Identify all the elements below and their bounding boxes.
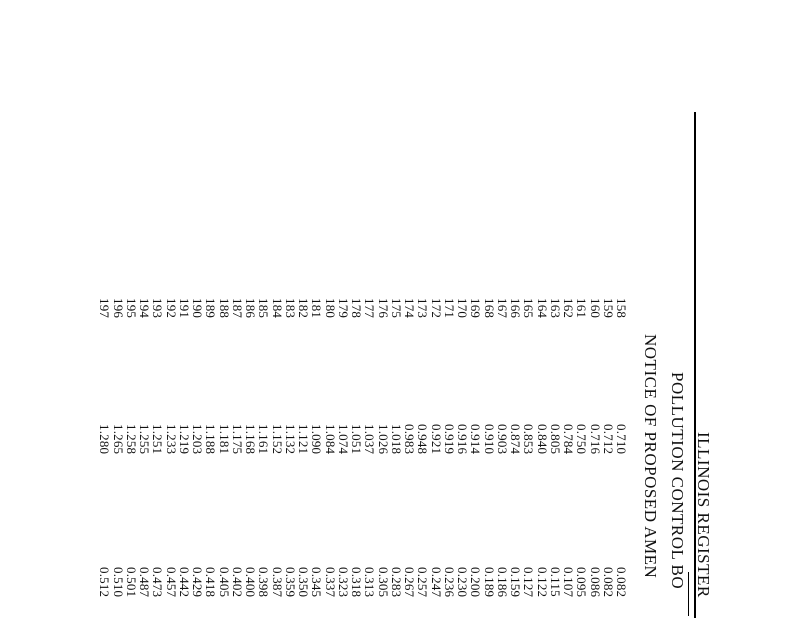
row-value-a: 1.280 bbox=[97, 424, 113, 455]
row-value-a: 1.181 bbox=[216, 424, 232, 455]
row-value-b: 0.487 bbox=[137, 567, 152, 598]
row-id: 173 bbox=[415, 298, 431, 319]
row-value-b: 0.418 bbox=[203, 567, 219, 598]
row-value-a: 1.121 bbox=[296, 424, 311, 455]
row-id: 166 bbox=[508, 298, 523, 319]
row-value-a: 0.948 bbox=[415, 424, 431, 455]
row-id: 197 bbox=[97, 298, 113, 319]
row-value-b: 0.512 bbox=[97, 567, 113, 598]
row-value-a: 0.914 bbox=[468, 424, 484, 455]
row-value-a: 1.175 bbox=[229, 424, 245, 455]
row-value-b: 0.402 bbox=[229, 567, 245, 598]
row-value-b: 0.095 bbox=[574, 567, 590, 598]
row-value-b: 0.189 bbox=[481, 567, 497, 598]
row-value-a: 0.716 bbox=[587, 424, 603, 455]
row-value-a: 0.921 bbox=[428, 424, 444, 455]
row-value-a: 1.074 bbox=[335, 424, 351, 455]
header-rule-short bbox=[688, 572, 689, 616]
row-id: 177 bbox=[362, 298, 378, 319]
row-value-b: 0.159 bbox=[508, 567, 523, 598]
row-value-b: 0.429 bbox=[190, 567, 205, 598]
row-value-b: 0.387 bbox=[269, 567, 285, 598]
notice-title: NOTICE OF PROPOSED AMEN bbox=[641, 334, 660, 579]
row-id: 165 bbox=[521, 298, 537, 319]
row-value-a: 1.233 bbox=[163, 424, 179, 455]
row-value-a: 1.037 bbox=[362, 424, 378, 455]
row-value-b: 0.442 bbox=[176, 567, 192, 598]
row-id: 176 bbox=[375, 298, 391, 319]
row-value-b: 0.405 bbox=[216, 567, 232, 598]
row-value-a: 1.188 bbox=[203, 424, 219, 455]
row-value-a: 1.161 bbox=[256, 424, 272, 455]
row-value-b: 0.283 bbox=[388, 567, 404, 598]
row-value-b: 0.313 bbox=[362, 567, 378, 598]
row-value-b: 0.122 bbox=[534, 567, 550, 598]
row-value-b: 0.510 bbox=[110, 567, 126, 598]
row-value-a: 0.840 bbox=[534, 424, 550, 455]
row-value-a: 0.910 bbox=[481, 424, 497, 455]
row-id: 187 bbox=[229, 298, 245, 319]
row-value-a: 1.258 bbox=[123, 424, 139, 455]
row-value-b: 0.200 bbox=[468, 567, 484, 598]
row-id: 180 bbox=[322, 298, 338, 319]
row-id: 196 bbox=[110, 298, 126, 319]
row-value-a: 1.152 bbox=[269, 424, 285, 455]
row-value-a: 1.255 bbox=[137, 424, 152, 455]
board-title: POLLUTION CONTROL BO bbox=[668, 372, 687, 590]
row-value-b: 0.086 bbox=[587, 567, 603, 598]
row-id: 175 bbox=[388, 298, 404, 319]
row-value-b: 0.337 bbox=[322, 567, 338, 598]
row-id: 167 bbox=[494, 298, 510, 319]
row-value-b: 0.127 bbox=[521, 567, 537, 598]
row-value-a: 1.090 bbox=[309, 424, 325, 455]
row-value-b: 0.318 bbox=[349, 567, 364, 598]
row-value-a: 0.710 bbox=[614, 424, 629, 455]
row-value-a: 0.712 bbox=[600, 424, 616, 455]
row-value-a: 0.853 bbox=[521, 424, 537, 455]
row-value-b: 0.247 bbox=[428, 567, 444, 598]
row-value-a: 1.168 bbox=[243, 424, 258, 455]
row-value-b: 0.501 bbox=[123, 567, 139, 598]
row-id: 164 bbox=[534, 298, 550, 319]
row-value-b: 0.305 bbox=[375, 567, 391, 598]
row-value-b: 0.230 bbox=[455, 567, 470, 598]
row-value-b: 0.323 bbox=[335, 567, 351, 598]
row-id: 163 bbox=[547, 298, 563, 319]
row-id: 184 bbox=[269, 298, 285, 319]
row-id: 192 bbox=[163, 298, 179, 319]
row-value-a: 0.750 bbox=[574, 424, 590, 455]
row-id: 174 bbox=[402, 298, 417, 319]
row-id: 168 bbox=[481, 298, 497, 319]
row-value-b: 0.082 bbox=[600, 567, 616, 598]
row-id: 170 bbox=[455, 298, 470, 319]
row-value-a: 0.805 bbox=[547, 424, 563, 455]
row-id: 169 bbox=[468, 298, 484, 319]
row-value-b: 0.107 bbox=[561, 567, 576, 598]
row-id: 193 bbox=[150, 298, 166, 319]
row-value-b: 0.267 bbox=[402, 567, 417, 598]
row-value-a: 1.219 bbox=[176, 424, 192, 455]
row-id: 161 bbox=[574, 298, 590, 319]
row-value-b: 0.115 bbox=[547, 567, 563, 597]
row-id: 159 bbox=[600, 298, 616, 319]
row-value-b: 0.398 bbox=[256, 567, 272, 598]
row-value-a: 0.916 bbox=[455, 424, 470, 455]
row-value-b: 0.236 bbox=[441, 567, 457, 598]
row-id: 186 bbox=[243, 298, 258, 319]
row-value-b: 0.186 bbox=[494, 567, 510, 598]
row-id: 195 bbox=[123, 298, 139, 319]
row-value-b: 0.400 bbox=[243, 567, 258, 598]
row-id: 194 bbox=[137, 298, 152, 319]
row-value-a: 0.874 bbox=[508, 424, 523, 455]
row-value-b: 0.359 bbox=[282, 567, 298, 598]
row-value-a: 1.265 bbox=[110, 424, 126, 455]
row-value-b: 0.082 bbox=[614, 567, 629, 598]
row-value-a: 0.919 bbox=[441, 424, 457, 455]
row-id: 179 bbox=[335, 298, 351, 319]
row-id: 188 bbox=[216, 298, 232, 319]
row-id: 189 bbox=[203, 298, 219, 319]
row-value-b: 0.473 bbox=[150, 567, 166, 598]
row-id: 162 bbox=[561, 298, 576, 319]
row-id: 183 bbox=[282, 298, 298, 319]
register-title: ILLINOIS REGISTER bbox=[694, 432, 713, 598]
row-value-a: 1.132 bbox=[282, 424, 298, 455]
row-value-a: 1.084 bbox=[322, 424, 338, 455]
row-id: 160 bbox=[587, 298, 603, 319]
row-value-b: 0.257 bbox=[415, 567, 431, 598]
row-value-a: 1.203 bbox=[190, 424, 205, 455]
row-value-a: 1.018 bbox=[388, 424, 404, 455]
row-value-b: 0.350 bbox=[296, 567, 311, 598]
row-id: 185 bbox=[256, 298, 272, 319]
row-value-a: 0.784 bbox=[561, 424, 576, 455]
row-id: 181 bbox=[309, 298, 325, 319]
row-id: 182 bbox=[296, 298, 311, 319]
row-id: 190 bbox=[190, 298, 205, 319]
row-value-a: 1.051 bbox=[349, 424, 364, 455]
row-id: 158 bbox=[614, 298, 629, 319]
row-value-a: 0.903 bbox=[494, 424, 510, 455]
row-value-a: 1.251 bbox=[150, 424, 166, 455]
row-value-a: 0.983 bbox=[402, 424, 417, 455]
row-value-a: 1.026 bbox=[375, 424, 391, 455]
row-id: 191 bbox=[176, 298, 192, 319]
row-value-b: 0.457 bbox=[163, 567, 179, 598]
row-id: 172 bbox=[428, 298, 444, 319]
row-id: 171 bbox=[441, 298, 457, 319]
row-id: 178 bbox=[349, 298, 364, 319]
row-value-b: 0.345 bbox=[309, 567, 325, 598]
